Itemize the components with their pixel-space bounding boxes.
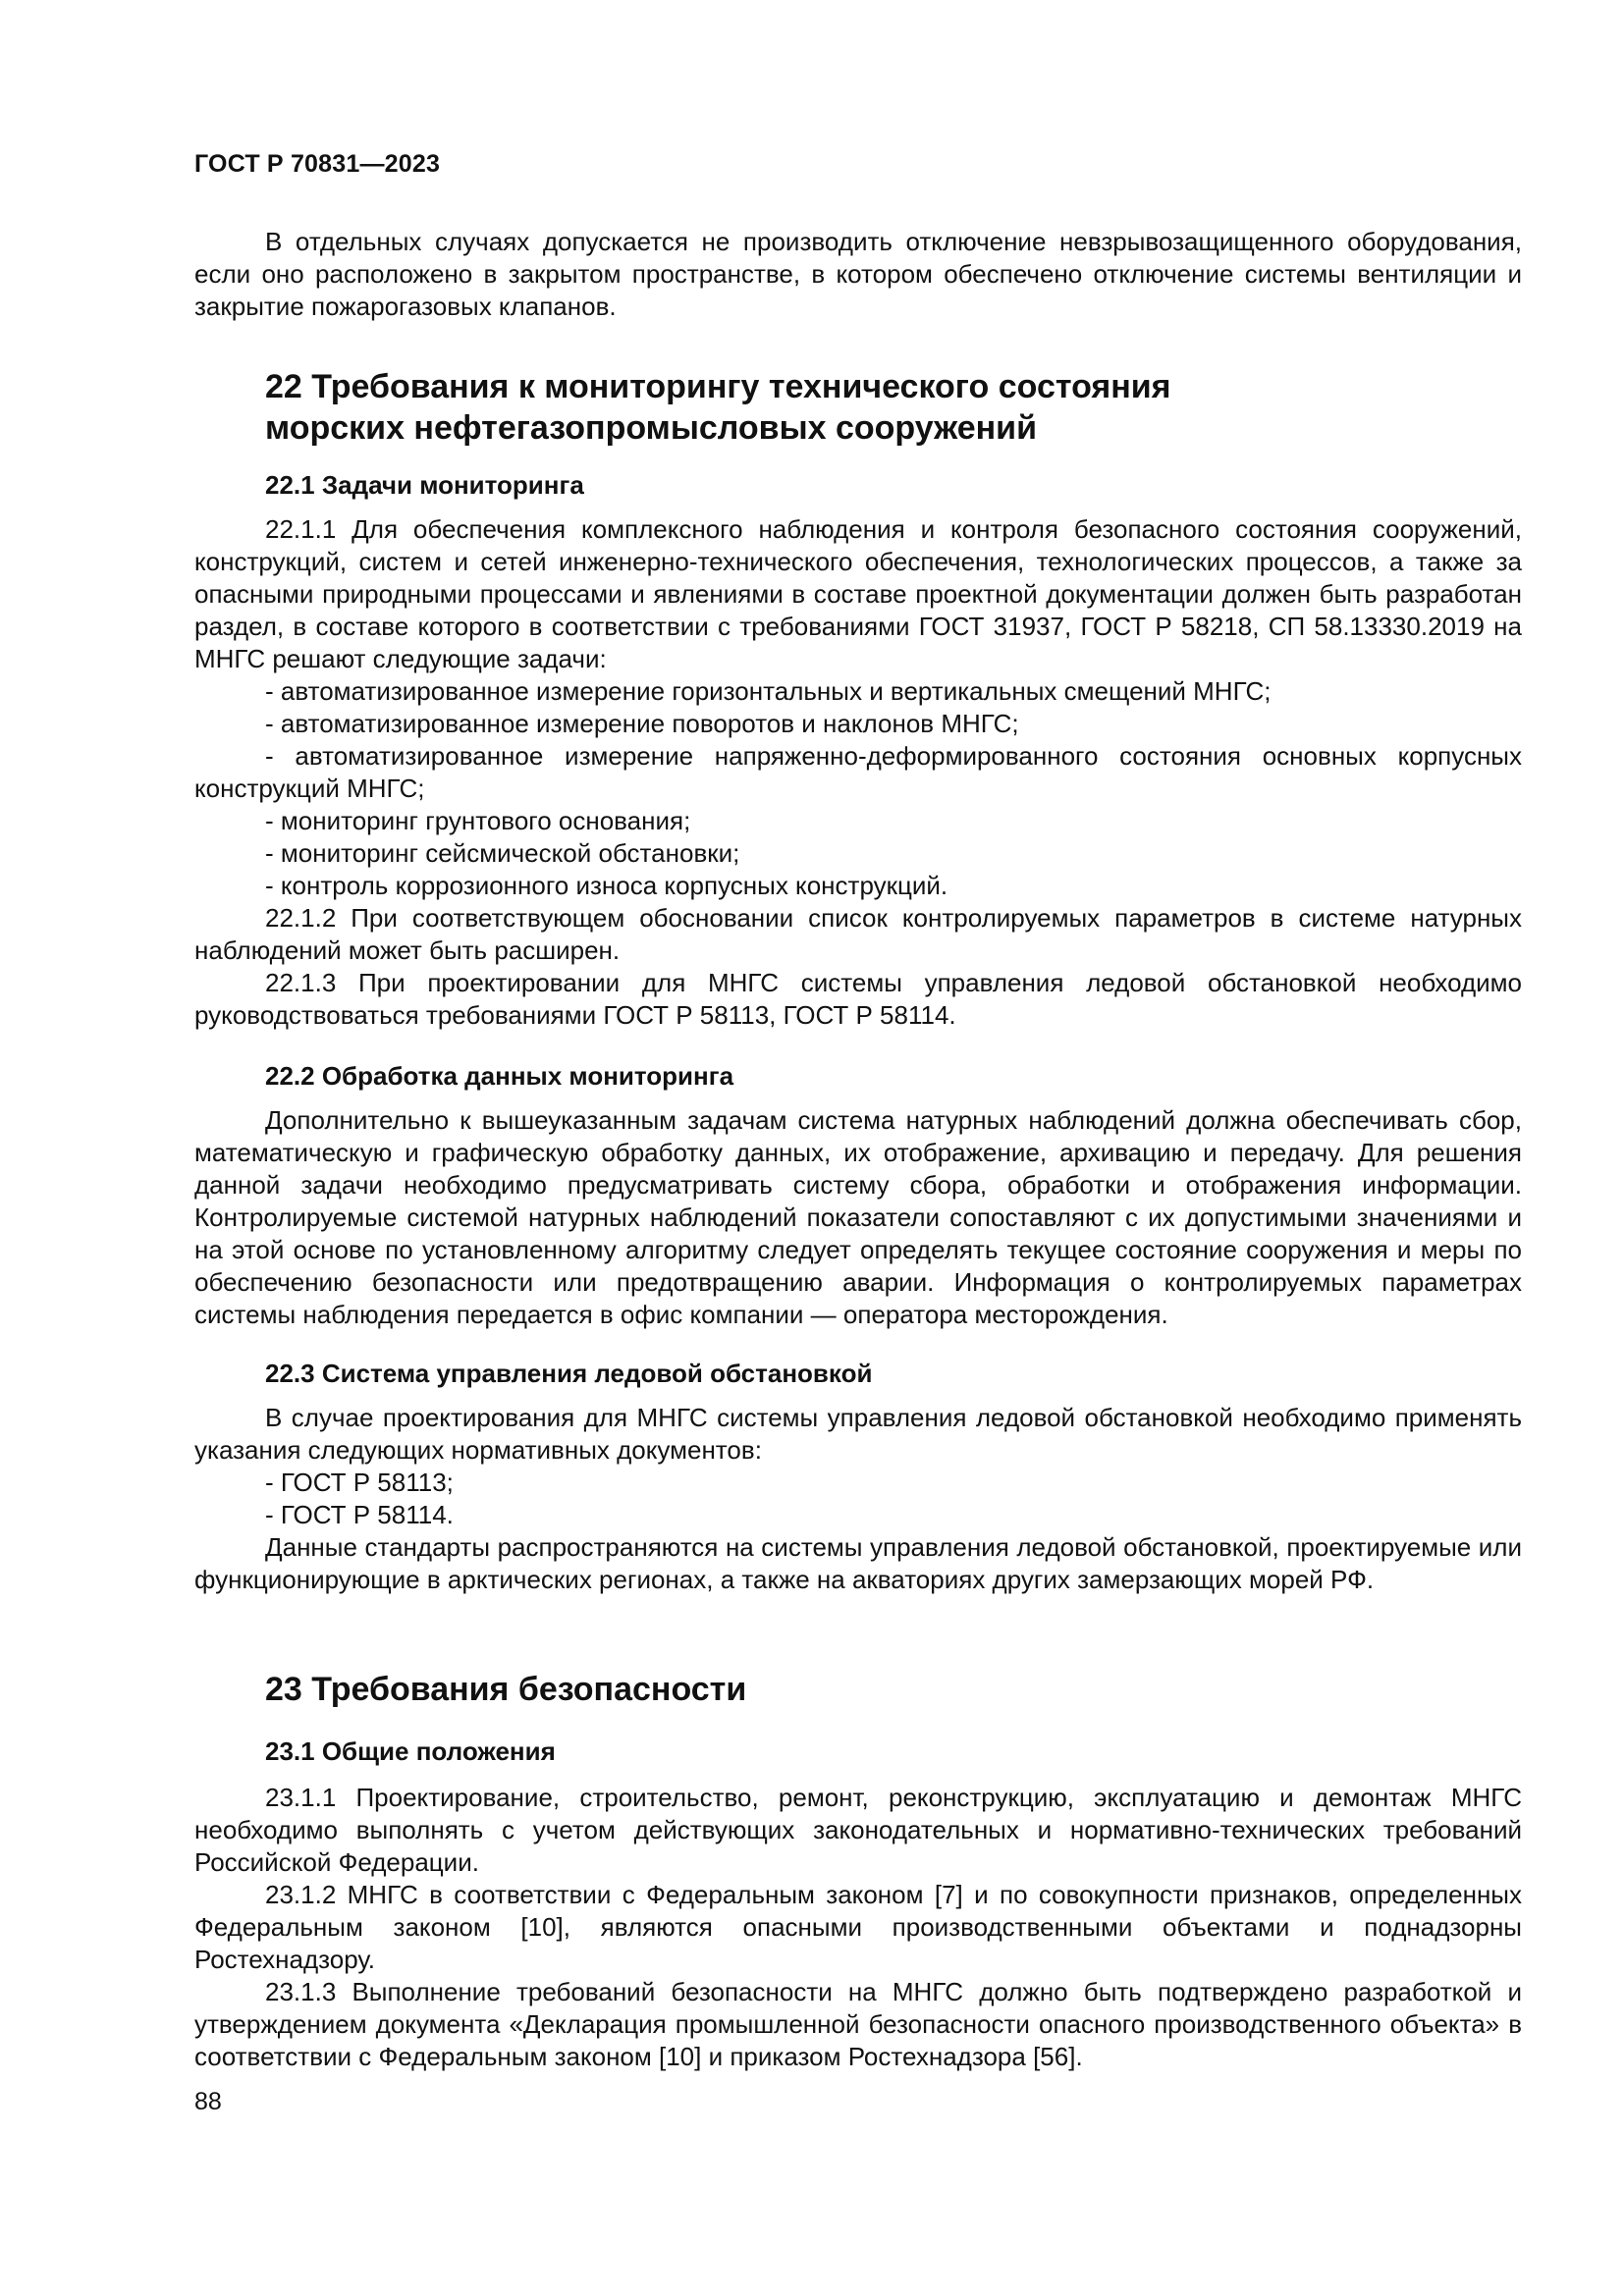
paragraph: 23.1.1 Проектирование, строительство, ремонт, реконструкцию, эксплуатацию и демонтаж МНГС необходимо выполнять с учетом действующих законодательных и нормативно-технических требований Российской Федерации. <box>194 1783 1522 1877</box>
intro-block <box>194 226 1522 323</box>
subsection-title: 23.1 Общие положения <box>265 1736 556 1766</box>
section-title-line: 22 Требования к мониторингу технического состояния <box>265 368 1171 405</box>
paragraph: Данные стандарты распространяются на системы управления ледовой обстановкой, проектируемые или функционирующие в арктических регионах, а также на акваториях других замерзающих морей РФ. <box>194 1532 1522 1594</box>
paragraph: 22.1.2 При соответствующем обосновании список контролируемых параметров в системе натурных наблюдений может быть расширен. <box>194 903 1522 965</box>
list-item: - мониторинг сейсмической обстановки; <box>265 838 740 868</box>
page-number: 88 <box>194 2088 222 2115</box>
paragraph: 22.1.1 Для обеспечения комплексного наблюдения и контроля безопасного состояния сооружений, конструкций, систем и сетей инженерно-технического обеспечения, технологических процессов, а также за опасными природными процессами и явлениями в составе проектной документации должен быть разработан раздел, в составе которого в соответствии с требованиями ГОСТ 31937, ГОСТ Р 58218, СП 58.13330.2019 на МНГС решают следующие задачи: <box>194 514 1522 673</box>
paragraph: В отдельных случаях допускается не производить отключение невзрывозащищенного оборудования, если оно расположено в закрытом пространстве, в котором обеспечено отключение системы вентиляции и закрытие пожарогазовых клапанов. <box>194 227 1522 321</box>
section-22-heading <box>194 366 1522 449</box>
subsection-title: 22.2 Обработка данных мониторинга <box>265 1061 734 1091</box>
subsection-title: 22.1 Задачи мониторинга <box>265 470 584 500</box>
subsection-title: 22.3 Система управления ледовой обстановкой <box>265 1359 873 1388</box>
paragraph: 22.1.3 При проектировании для МНГС системы управления ледовой обстановкой необходимо руководствоваться требованиями ГОСТ Р 58113, ГОСТ Р 58114. <box>194 968 1522 1030</box>
list-item: - мониторинг грунтового основания; <box>265 806 691 835</box>
list-item: - автоматизированное измерение горизонтальных и вертикальных смещений МНГС; <box>265 676 1272 706</box>
paragraph: 23.1.3 Выполнение требований безопасности на МНГС должно быть подтверждено разработкой и утверждением документа «Декларация промышленной безопасности опасного производственного объекта» в соответствии с Федеральным законом [10] и приказом Ростехнадзора [56]. <box>194 1977 1522 2071</box>
document-code: ГОСТ Р 70831—2023 <box>194 150 441 178</box>
subsection-22-2 <box>194 1060 1522 1331</box>
list-item: - контроль коррозионного износа корпусных конструкций. <box>265 871 948 900</box>
subsection-22-1 <box>194 469 1522 1032</box>
section-23-heading <box>194 1669 1522 1710</box>
paragraph: В случае проектирования для МНГС системы управления ледовой обстановкой необходимо применять указания следующих нормативных документов: <box>194 1403 1522 1465</box>
paragraph: Дополнительно к вышеуказанным задачам система натурных наблюдений должна обеспечивать сбор, математическую и графическую обработку данных, их отображение, архивацию и передачу. Для решения данной задачи необходимо предусматривать систему сбора, обработки и отображения информации. Контролируемые системой натурных наблюдений показатели сопоставляют с их допустимыми значениями и на этой основе по установленному алгоритму следует определять текущее состояние сооружения и меры по обеспечению безопасности или предотвращению аварии. Информация о контролируемых параметрах системы наблюдения передается в офис компании — оператора месторождения. <box>194 1105 1522 1329</box>
section-title-line: морских нефтегазопромысловых сооружений <box>265 409 1037 447</box>
subsection-22-3 <box>194 1358 1522 1596</box>
list-item: - автоматизированное измерение поворотов и наклонов МНГС; <box>265 709 1019 738</box>
paragraph: 23.1.2 МНГС в соответствии с Федеральным законом [7] и по совокупности признаков, определенных Федеральным законом [10], являются опасными производственными объектами и поднадзорны Ростехнадзору. <box>194 1880 1522 1974</box>
section-title-line: 23 Требования безопасности <box>265 1671 747 1708</box>
list-item: - автоматизированное измерение напряженно-деформированного состояния основных корпусных конструкций МНГС; <box>194 741 1522 803</box>
list-item: - ГОСТ Р 58114. <box>265 1500 454 1529</box>
subsection-23-1 <box>194 1735 1522 2073</box>
list-item: - ГОСТ Р 58113; <box>265 1468 454 1497</box>
